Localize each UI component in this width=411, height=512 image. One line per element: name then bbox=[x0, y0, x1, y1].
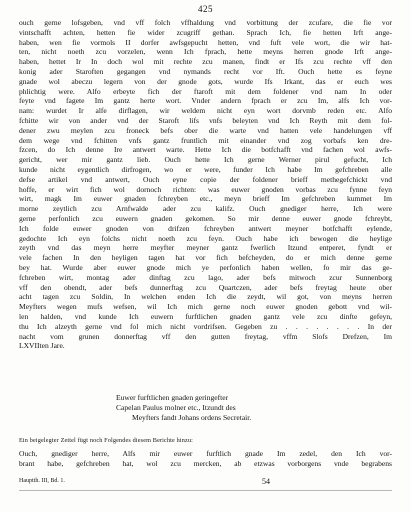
text-line: fchreben wirt, montag ader dinftag zcu lago, ader befs mitwoch zcur Sunnenborg bbox=[19, 272, 392, 282]
text-line: fzcen, do Ich denne Ire antwert warte. Hette Ich die botfchafft vnd fachen wol awfs- bbox=[19, 145, 392, 155]
text-line: hoffe, er wirt fich wol dornoch richten: was euwer gnoden vorbas zcu fynne feyn bbox=[19, 184, 392, 194]
signature-mark: 54 bbox=[262, 477, 270, 486]
text-line: feyte vnd fagete Im gantz herte wort. Vnder andern fprach er zcu Im, alfs Ich vor- bbox=[19, 96, 392, 106]
text-line: gedochte Ich eyn folchs nicht noeth zcu feyn. Ouch habe ich bewogen die heylige bbox=[19, 233, 392, 243]
text-line: vintschafft achten, hetten fie wider zcugriff gethan. Sprach Ich, fie hetten Irft ange- bbox=[19, 27, 392, 37]
text-line: phlichtig were. Alfo erbeyte fich der ftaroft mit dem foldener vnd nam In oder bbox=[19, 86, 392, 96]
text-line: thu Ich alzeyth gerne vnd fol mich nicht vordrifsen. Gegeben zu . . . . . . . . In der bbox=[19, 321, 392, 331]
text-line: Ouch, gnediger herre, Alfs mir euwer furftlich gnade Im zedel, den Ich vor- bbox=[19, 449, 392, 458]
text-line: vele fachen In den heyligen tagen hat vor fich befcheyden, do er mich denne gerne bbox=[19, 253, 392, 263]
text-line: morne zeytlich zcu Arnfwalde ader zcu kalifz. Ouch gnediger herre, Ich were bbox=[19, 204, 392, 214]
text-line: nacht vom grunen donnerftag vff den gutten freytag, vffm Slofs Drefzen, Im bbox=[19, 331, 392, 341]
letter-body bbox=[19, 18, 392, 351]
text-line: acht tagen zcu Soldin, In welchen enden Ich die zeydt, wil got, von meyns herren bbox=[19, 292, 392, 302]
signature-line: Meyfters fandt Johans ordens Secretair. bbox=[132, 412, 252, 422]
text-line: LXVIIten Jare. bbox=[19, 341, 65, 351]
page-footer bbox=[19, 478, 392, 488]
text-line: konig ader Staroften gegangen vnd nymands recht vor Ift. Ouch hette es feyne bbox=[19, 66, 392, 76]
text-line: gnade wol abeczu legern von der gnode gots, wurde Ifs Irkant, das er euch wes bbox=[19, 76, 392, 86]
text-line: ten, nicht noeth zcu vorzelen, wenn Ich fprach, hette meyns herren gnode Irft ange- bbox=[19, 47, 392, 57]
text-line: ouch gerne lofsgeben, vnd vff folch vffhaldung vnd vorbittung der zcufare, die fie vor bbox=[19, 18, 392, 27]
text-line: bey hat. Wurde aber euwer gnode mich ye perfonlich haben wellen, fo mir das ge- bbox=[19, 262, 392, 272]
text-line: wirt, magk Im euwer gnaden fchreyben etc., meyn brieff Im gefchreben kummet Im bbox=[19, 194, 392, 204]
text-line: Meyfters wegen mufs wefsen, wil Ich mich gerne noch euwer gnoden gebott vnd wil- bbox=[19, 302, 392, 312]
text-line: defse artikel vnd antwert, Ouch eyne copie der foldener brieff methegefchickt vnd bbox=[19, 174, 392, 184]
letter-paragraph bbox=[19, 18, 392, 351]
page-number: 425 bbox=[198, 4, 213, 14]
text-line: fchitte wir von ander vnd der Staroft lifs vnfs beleyten vnd Ich Reyth mit dem fol- bbox=[19, 115, 392, 125]
signature-line: Capelan Paulus molner etc., Itzundt des bbox=[116, 402, 236, 412]
text-line: nam: wurdet Ir alfe dirflagen, wir weldem nicht eyn wort dorvmb reden etc. Alfo bbox=[19, 106, 392, 116]
text-line: haben, wen fie vormols II dorfer awfsgepucht hetten, vnd fuft vele wort, die wir hat- bbox=[19, 37, 392, 47]
text-line: kunde nicht eygentlich dirfrogen, wo er were, funder Ich habe Im gefchreben alle bbox=[19, 164, 392, 174]
signature-block bbox=[116, 393, 392, 422]
text-line: zeyth vnd das meyn herre meyfter meyner gantz fwerlich Itzund entperet, fyndt er bbox=[19, 243, 392, 253]
text-line: dener zwu meylen zcu froneck befs ober die warte vnd hatten vele handelungen vff bbox=[19, 125, 392, 135]
text-line: gericht, wer mir gantz lieb. Ouch hette Ich gerne Werner pirul gefucht, Ich bbox=[19, 155, 392, 165]
text-line: len halden, vnd kunde Ich euwern furftlichen gnaden gantz vele zcu dinfte gefeyn, bbox=[19, 311, 392, 321]
text-line: dem wege vnd fchitten vnfs gantz fruntlich mit einander vnd zog vorbafs ken dre- bbox=[19, 135, 392, 145]
signature-line: Euwer furftlichen gnaden geringefter bbox=[116, 393, 229, 402]
text-line: Ich folde euwer gnoden von drifzen fchreyben antwert meyner botfchafft eylende, bbox=[19, 223, 392, 233]
footer-divider bbox=[19, 490, 392, 491]
text-line: haben, hettet Ir In doch wol mit rechte zcu manen, findt er Ifs zcu rechte vff den bbox=[19, 57, 392, 67]
note-body bbox=[19, 449, 392, 469]
text-line: gerne perfonlich zcu euwern gnaden gekomen. So mir denne euwer gnode fchreybt, bbox=[19, 213, 392, 223]
text-line: vff den obendt, ader befs dunnerftag zcu Quartczen, ader befs freytag heute ober bbox=[19, 282, 392, 292]
note-heading: Ein beigelegter Zettel fügt noch Folgendes diesem Berichte hinzu: bbox=[19, 437, 194, 444]
volume-reference: Hauptth. III, Bd. 1. bbox=[19, 478, 65, 484]
text-line: brant habe, gefchreben hat, wol zcu mercken, ab etzwas vorborgens vnde begrabens bbox=[19, 458, 392, 468]
